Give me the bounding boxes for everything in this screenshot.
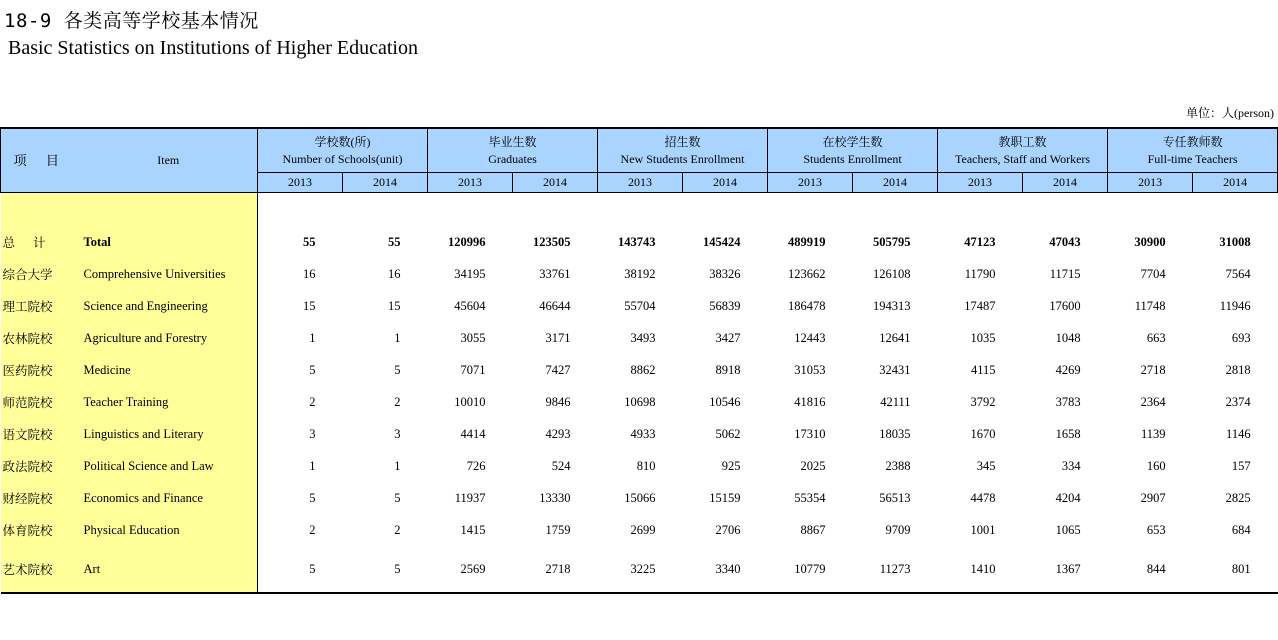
row-label-cn: 总计 [1,226,80,258]
row-label-en: Physical Education [80,514,258,546]
header-item-cn: 项 目 [1,128,80,193]
table-cell: 7427 [545,362,571,377]
table-cell: 663 [1146,330,1166,345]
table-cell: 4478 [970,490,996,505]
table-cell: 4293 [545,426,571,441]
table-cell: 7704 [1140,266,1166,281]
table-cell: 345 [976,458,996,473]
table-cell: 2 [309,394,316,409]
table-cell: 5 [394,362,401,377]
table-cell: 1670 [970,426,996,441]
table-cell: 11946 [1219,298,1251,313]
table-cell: 1 [309,330,316,345]
table-cell: 55704 [624,298,656,313]
table-cell: 8862 [630,362,656,377]
table-row [1,546,1278,593]
table-cell: 3 [394,426,401,441]
header-group-schools: 学校数(所) Number of Schools(unit) [258,128,428,173]
table-row [1,322,1278,354]
table-cell: 1035 [970,330,996,345]
table-cell: 194313 [873,298,911,313]
table-cell: 18035 [879,426,911,441]
table-cell: 8867 [800,522,826,537]
table-cell: 123662 [788,266,826,281]
table-cell: 33761 [539,266,571,281]
header-group-graduates: 毕业生数 Graduates [428,128,598,173]
spacer-row [1,193,1278,227]
table-cell: 334 [1061,458,1081,473]
table-cell: 16 [388,266,401,281]
row-label-cn: 语文院校 [1,418,80,450]
table-cell: 2718 [1140,362,1166,377]
table-cell: 2907 [1140,490,1166,505]
table-cell: 32431 [879,362,911,377]
table-row [1,514,1278,546]
table-cell: 2818 [1225,362,1251,377]
table-cell: 11937 [454,490,486,505]
header-group-new-enrollment: 招生数 New Students Enrollment [598,128,768,173]
table-cell: 2388 [885,458,911,473]
table-cell: 126108 [873,266,911,281]
table-cell: 42111 [880,394,911,409]
header-year: 2013 [1108,173,1193,193]
table-cell: 524 [551,458,571,473]
table-cell: 11748 [1134,298,1166,313]
table-cell: 3783 [1055,394,1081,409]
table-cell: 10779 [768,546,853,593]
table-cell: 4204 [1055,490,1081,505]
table-cell: 56513 [879,490,911,505]
table-cell: 2718 [513,546,598,593]
table-cell: 1 [394,330,401,345]
header-year: 2013 [258,173,343,193]
row-label-en: Economics and Finance [80,482,258,514]
table-cell: 2825 [1225,490,1251,505]
page-title-en: Basic Statistics on Institutions of Higher Education [8,37,418,59]
row-label-en: Agriculture and Forestry [80,322,258,354]
table-cell: 17310 [794,426,826,441]
statistics-table [0,127,1278,594]
table-cell: 13330 [539,490,571,505]
table-cell: 2 [394,522,401,537]
table-row-total [1,226,1278,258]
row-label-cn: 财经院校 [1,482,80,514]
header-year: 2014 [343,173,428,193]
table-cell: 3225 [598,546,683,593]
header-group-teachers: 专任教师数 Full-time Teachers [1108,128,1278,173]
table-cell: 5 [309,490,316,505]
row-label-cn: 综合大学 [1,258,80,290]
table-cell: 3792 [970,394,996,409]
row-label-en: Political Science and Law [80,450,258,482]
header-year: 2014 [1193,173,1278,193]
table-cell: 3055 [460,330,486,345]
table-cell: 31053 [794,362,826,377]
table-cell: 55 [388,234,401,249]
table-cell: 1048 [1055,330,1081,345]
header-year: 2014 [513,173,598,193]
table-cell: 3427 [715,330,741,345]
table-cell: 2569 [428,546,513,593]
table-cell: 3171 [545,330,571,345]
table-cell: 47123 [964,234,996,249]
row-label-en: Art [80,546,258,593]
table-row [1,450,1278,482]
table-cell: 844 [1108,546,1193,593]
header-year: 2014 [853,173,938,193]
table-cell: 653 [1146,522,1166,537]
table-cell: 5 [309,362,316,377]
table-cell: 5 [394,490,401,505]
table-row [1,354,1278,386]
table-cell: 15159 [709,490,741,505]
table-cell: 145424 [703,234,741,249]
table-cell: 15066 [624,490,656,505]
table-cell: 3340 [683,546,768,593]
table-cell: 2706 [715,522,741,537]
table-cell: 505795 [873,234,911,249]
table-cell: 55354 [794,490,826,505]
table-cell: 1 [394,458,401,473]
header-group-enrollment: 在校学生数 Students Enrollment [768,128,938,173]
table-cell: 17487 [964,298,996,313]
table-cell: 143743 [618,234,656,249]
table-cell: 12443 [794,330,826,345]
header-group-staff: 教职工数 Teachers, Staff and Workers [938,128,1108,173]
table-row [1,418,1278,450]
table-cell: 120996 [448,234,486,249]
table-cell: 4269 [1055,362,1081,377]
table-cell: 46644 [539,298,571,313]
table-cell: 4414 [460,426,486,441]
table-cell: 9709 [885,522,911,537]
table-cell: 5 [258,546,343,593]
row-label-cn: 农林院校 [1,322,80,354]
table-cell: 1146 [1226,426,1251,441]
table-cell: 11273 [853,546,938,593]
table-cell: 12641 [879,330,911,345]
table-cell: 1759 [545,522,571,537]
table-cell: 2025 [800,458,826,473]
table-cell: 1001 [970,522,996,537]
table-cell: 1 [309,458,316,473]
table-row [1,386,1278,418]
row-label-cn: 体育院校 [1,514,80,546]
table-cell: 16 [303,266,316,281]
table-cell: 810 [636,458,656,473]
unit-label: 单位：人(person) [1186,106,1274,120]
table-cell: 3493 [630,330,656,345]
table-cell: 15 [303,298,316,313]
table-cell: 2374 [1225,394,1251,409]
table-cell: 10010 [454,394,486,409]
table-cell: 17600 [1049,298,1081,313]
table-cell: 1367 [1023,546,1108,593]
header-row-groups [1,128,1278,173]
table-cell: 9846 [545,394,571,409]
page-title-cn: 18-9 各类高等学校基本情况 [4,10,259,32]
table-cell: 489919 [788,234,826,249]
table-cell: 1658 [1055,426,1081,441]
table-cell: 10546 [709,394,741,409]
table-cell: 2364 [1140,394,1166,409]
table-cell: 684 [1231,522,1251,537]
table-cell: 10698 [624,394,656,409]
table-cell: 45604 [454,298,486,313]
row-label-en: Medicine [80,354,258,386]
table-cell: 15 [388,298,401,313]
table-cell: 38326 [709,266,741,281]
table-cell: 925 [721,458,741,473]
table-cell: 2699 [630,522,656,537]
row-label-cn: 理工院校 [1,290,80,322]
table-row [1,482,1278,514]
header-year: 2014 [1023,173,1108,193]
table-cell: 4933 [630,426,656,441]
header-year: 2013 [598,173,683,193]
table-cell: 5062 [715,426,741,441]
table-cell: 41816 [794,394,826,409]
table-cell: 7564 [1225,266,1251,281]
table-cell: 5 [343,546,428,593]
row-label-en: Linguistics and Literary [80,418,258,450]
table-cell: 2 [309,522,316,537]
table-cell: 1065 [1055,522,1081,537]
table-cell: 801 [1193,546,1278,593]
table-row [1,290,1278,322]
table-cell: 1415 [460,522,486,537]
table-cell: 55 [303,234,316,249]
row-label-en: Teacher Training [80,386,258,418]
table-cell: 56839 [709,298,741,313]
table-cell: 7071 [460,362,486,377]
table-cell: 1139 [1141,426,1166,441]
row-label-cn: 政法院校 [1,450,80,482]
header-item-en: Item [80,128,258,193]
table-cell: 693 [1231,330,1251,345]
table-cell: 31008 [1219,234,1251,249]
table-cell: 11715 [1049,266,1081,281]
row-label-cn: 医药院校 [1,354,80,386]
table-cell: 157 [1231,458,1251,473]
header-year: 2013 [768,173,853,193]
table-cell: 30900 [1134,234,1166,249]
table-row [1,258,1278,290]
header-year: 2013 [428,173,513,193]
table-cell: 3 [309,426,316,441]
header-year: 2013 [938,173,1023,193]
row-label-cn: 艺术院校 [1,546,80,593]
row-label-cn: 师范院校 [1,386,80,418]
table-cell: 2 [394,394,401,409]
row-label-en: Total [80,226,258,258]
row-label-en: Science and Engineering [80,290,258,322]
table-cell: 1410 [938,546,1023,593]
row-label-en: Comprehensive Universities [80,258,258,290]
table-cell: 123505 [533,234,571,249]
table-cell: 38192 [624,266,656,281]
table-cell: 11790 [964,266,996,281]
table-cell: 160 [1146,458,1166,473]
table-cell: 726 [466,458,486,473]
table-cell: 4115 [971,362,996,377]
header-year: 2014 [683,173,768,193]
table-cell: 47043 [1049,234,1081,249]
table-cell: 186478 [788,298,826,313]
table-cell: 8918 [715,362,741,377]
table-cell: 34195 [454,266,486,281]
